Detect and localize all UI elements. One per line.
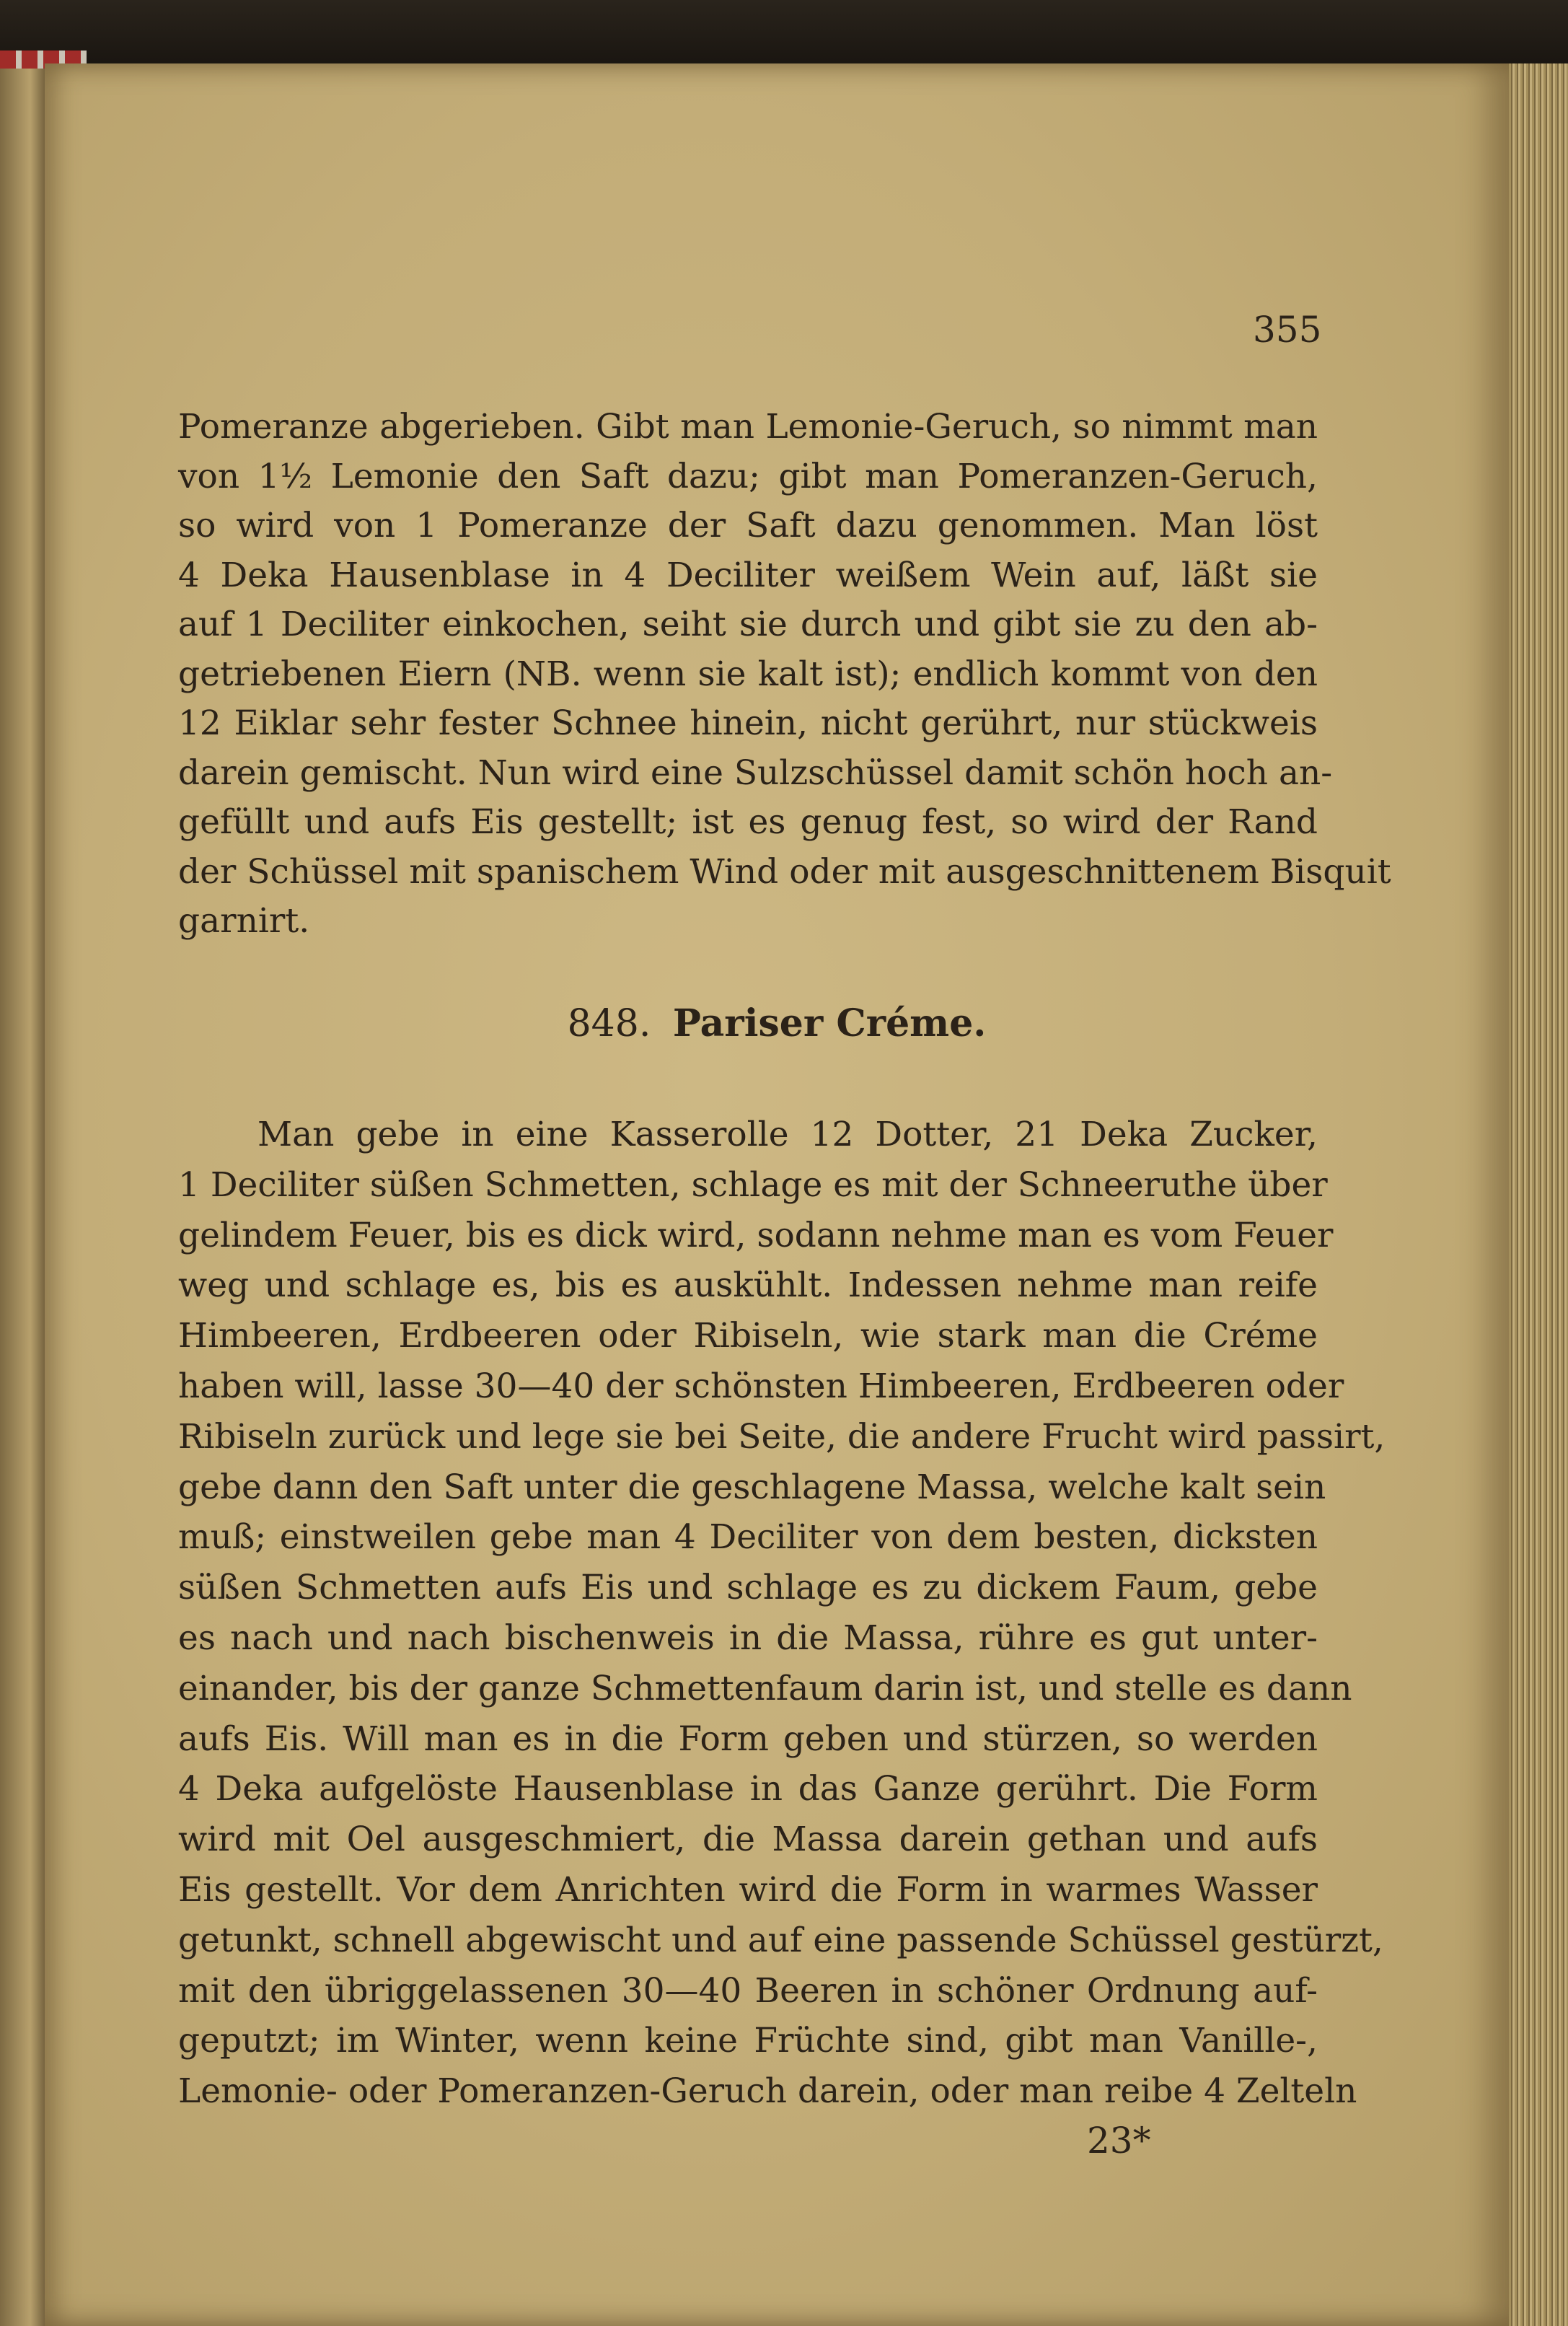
text-line: Lemonie- oder Pomeranzen-Geruch darein, oder man reibe 4 Zelteln <box>178 2071 1357 2112</box>
text-line: mit den übriggelassenen 30—40 Beeren in schöner Ordnung auf- <box>178 1970 1318 2011</box>
text-line: wird mit Oel ausgeschmiert, die Massa darein gethan und aufs <box>178 1820 1318 1860</box>
page-stack-edge <box>1509 63 1568 2326</box>
text-line: Eis gestellt. Vor dem Anrichten wird die Form in warmes Wasser <box>178 1869 1318 1910</box>
text-line: Himbeeren, Erdbeeren oder Ribiseln, wie stark man die Créme <box>178 1316 1318 1356</box>
recipe-heading <box>45 1001 1509 1045</box>
text-line: süßen Schmetten aufs Eis und schlage es zu dickem Faum, gebe <box>178 1568 1318 1608</box>
text-line: einander, bis der ganze Schmettenfaum darin ist, und stelle es dann <box>178 1668 1352 1708</box>
text-line: 1 Deciliter süßen Schmetten, schlage es mit der Schneeruthe über <box>178 1164 1328 1205</box>
text-line: so wird von 1 Pomeranze der Saft dazu genommen. Man löst <box>178 506 1318 545</box>
text-line: garnirt. <box>178 901 310 941</box>
recipe-paragraph <box>178 1110 1386 2117</box>
recipe-title: Pariser Créme. <box>672 1001 987 1045</box>
recipe-number: 848. <box>567 1002 651 1045</box>
text-line: gefüllt und aufs Eis gestellt; ist es genug fest, so wird der Rand <box>178 802 1318 842</box>
text-line: Pomeranze abgerieben. Gibt man Lemonie-Geruch, so nimmt man <box>178 407 1318 447</box>
text-line: aufs Eis. Will man es in die Form geben und stürzen, so werden <box>178 1719 1318 1759</box>
book-page <box>45 63 1509 2326</box>
text-line: gelindem Feuer, bis es dick wird, sodann nehme man es vom Feuer <box>178 1215 1334 1255</box>
previous-page-edge <box>0 69 50 2326</box>
text-line: geputzt; im Winter, wenn keine Früchte sind, gibt man Vanille-, <box>178 2021 1318 2061</box>
text-line: es nach und nach bischenweis in die Massa, rühre es gut unter- <box>178 1618 1318 1658</box>
text-line: Man gebe in eine Kasserolle 12 Dotter, 21 Deka Zucker, <box>257 1115 1318 1154</box>
text-line: weg und schlage es, bis es auskühlt. Indessen nehme man reife <box>178 1265 1318 1306</box>
text-line: haben will, lasse 30—40 der schönsten Himbeeren, Erdbeeren oder <box>178 1366 1344 1406</box>
text-line: der Schüssel mit spanischem Wind oder mit ausgeschnittenem Bisquit <box>178 851 1391 892</box>
text-line: getriebenen Eiern (NB. wenn sie kalt ist); endlich kommt von den <box>178 654 1318 694</box>
text-line: 4 Deka aufgelöste Hausenblase in das Ganze gerührt. Die Form <box>178 1769 1318 1809</box>
text-line: 12 Eiklar sehr fester Schnee hinein, nicht gerührt, nur stückweis <box>178 703 1318 743</box>
text-line: gebe dann den Saft unter die geschlagene Massa, welche kalt sein <box>178 1467 1326 1507</box>
text-line: von 1½ Lemonie den Saft dazu; gibt man Pomeranzen-Geruch, <box>178 456 1318 496</box>
text-line: auf 1 Deciliter einkochen, seiht sie durch und gibt sie zu den ab- <box>178 605 1318 644</box>
text-line: getunkt, schnell abgewischt und auf eine passende Schüssel gestürzt, <box>178 1920 1383 1960</box>
signature-mark: 23* <box>1087 2120 1151 2162</box>
paragraph-continued <box>178 403 1391 947</box>
text-line: Ribiseln zurück und lege sie bei Seite, die andere Frucht wird passirt, <box>178 1416 1386 1457</box>
text-line: darein gemischt. Nun wird eine Sulzschüssel damit schön hoch an- <box>178 752 1333 793</box>
page-number: 355 <box>1253 309 1322 351</box>
text-line: 4 Deka Hausenblase in 4 Deciliter weißem Wein auf, läßt sie <box>178 555 1318 595</box>
text-line: muß; einstweilen gebe man 4 Deciliter von dem besten, dicksten <box>178 1517 1318 1558</box>
